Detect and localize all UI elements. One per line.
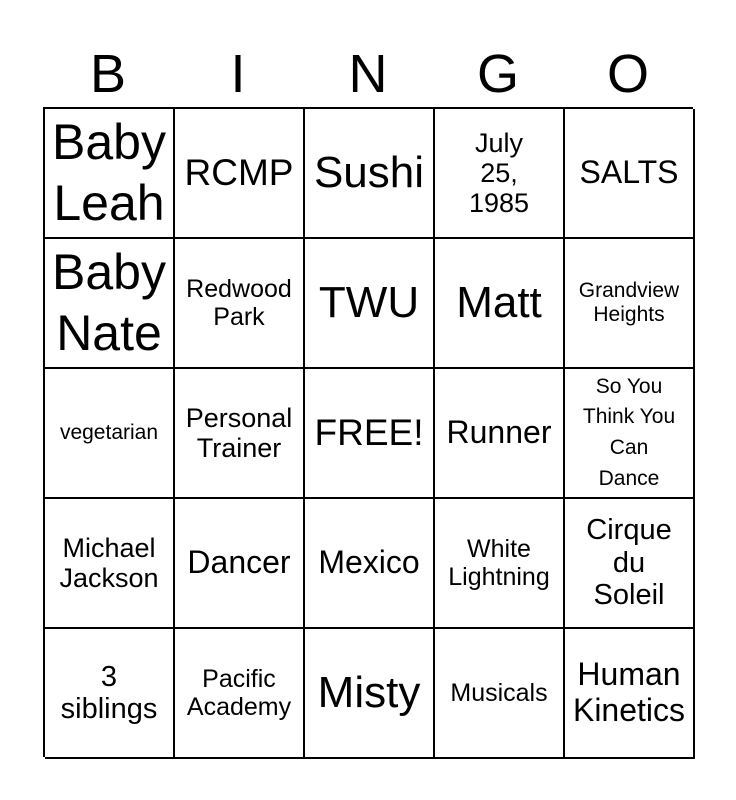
bingo-cell[interactable] <box>45 629 175 759</box>
cell-text: Redwood Park <box>186 275 292 331</box>
bingo-header <box>43 40 693 108</box>
cell-text: Cirque du Soleil <box>586 514 672 612</box>
cell-text: So You Think You Can Dance <box>582 374 676 490</box>
cell-text: RCMP <box>184 152 294 194</box>
cell-text: SALTS <box>579 154 679 191</box>
cell-text: Misty <box>317 668 421 718</box>
cell-text: Baby Nate <box>52 244 166 361</box>
cell-text: Personal Trainer <box>185 402 293 463</box>
bingo-cell[interactable] <box>565 629 695 759</box>
bingo-cell[interactable] <box>175 629 305 759</box>
bingo-cell[interactable] <box>45 239 175 369</box>
header-letter-n: N <box>348 44 388 104</box>
bingo-cell[interactable] <box>305 239 435 369</box>
cell-text: Pacific Academy <box>186 665 292 721</box>
cell-text: 3 siblings <box>60 660 158 725</box>
bingo-cell[interactable] <box>305 109 435 239</box>
bingo-cell[interactable] <box>175 369 305 499</box>
bingo-cell[interactable] <box>565 369 695 499</box>
cell-text: White Lightning <box>448 535 550 591</box>
bingo-cell[interactable] <box>435 629 565 759</box>
bingo-cell[interactable] <box>175 109 305 239</box>
cell-text: Grandview Heights <box>578 279 680 326</box>
bingo-cell[interactable] <box>435 239 565 369</box>
bingo-cell[interactable] <box>435 369 565 499</box>
bingo-cell[interactable] <box>565 239 695 369</box>
bingo-cell[interactable] <box>45 109 175 239</box>
bingo-cell[interactable] <box>45 499 175 629</box>
bingo-cell[interactable] <box>175 239 305 369</box>
free-space[interactable] <box>305 369 435 499</box>
cell-text: Michael Jackson <box>59 532 159 593</box>
cell-text: Musicals <box>450 679 548 707</box>
cell-text: Dancer <box>187 544 291 581</box>
bingo-cell[interactable] <box>435 499 565 629</box>
cell-text: TWU <box>318 278 420 328</box>
bingo-cell[interactable] <box>45 369 175 499</box>
cell-text: Runner <box>446 414 552 451</box>
cell-text: Matt <box>456 278 542 328</box>
cell-text: FREE! <box>314 412 424 454</box>
cell-text: Human Kinetics <box>572 656 686 728</box>
bingo-cell[interactable] <box>435 109 565 239</box>
cell-text: Mexico <box>318 544 420 581</box>
header-letter-g: G <box>476 44 519 104</box>
bingo-cell[interactable] <box>305 629 435 759</box>
cell-text: July 25, 1985 <box>468 127 530 219</box>
header-letter-b: B <box>89 44 127 104</box>
bingo-card <box>43 107 693 757</box>
bingo-cell[interactable] <box>305 499 435 629</box>
header-letter-i: I <box>230 44 246 104</box>
header-letter-o: O <box>606 44 649 104</box>
cell-text: vegetarian <box>59 421 159 445</box>
bingo-cell[interactable] <box>565 109 695 239</box>
bingo-cell[interactable] <box>175 499 305 629</box>
bingo-cell[interactable] <box>565 499 695 629</box>
cell-text: Sushi <box>313 148 425 198</box>
cell-text: Baby Leah <box>52 114 166 231</box>
